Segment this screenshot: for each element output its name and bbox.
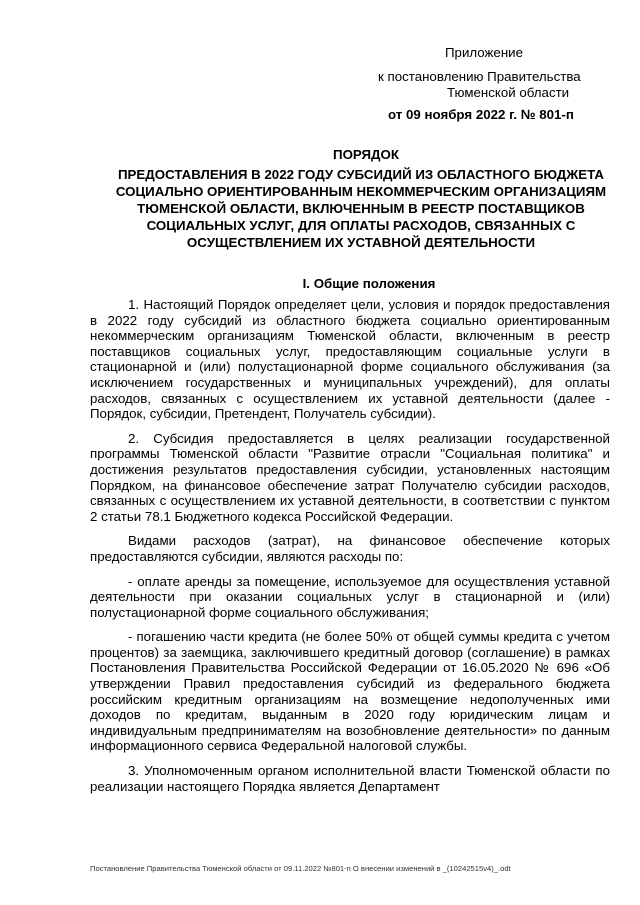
- paragraph-rent: - оплате аренды за помещение, используемое для осуществления уставной деятельности при оказании социальных услуг в стационарной и (или) полустационарной форме социального обслуживания;: [90, 573, 610, 620]
- paragraph-loan: - погашению части кредита (не более 50% от общей суммы кредита с учетом процентов) за заемщика, заключившего кредитный договор (соглашение) в рамках Постановления Правительства Российской Федерации от 16.05.2020 № 696 «Об утверждении Правил предоставления субсидий из федерального бюджета российским кредитным организациям на возмещение недополученных ими доходов по кредитам, выданным в 2020 году юридическим лицам и индивидуальным предпринимателям на возобновление деятельности» по данным информационного сервиса Федеральной налоговой службы.: [90, 629, 610, 754]
- paragraph-1: 1. Настоящий Порядок определяет цели, условия и порядок предоставления в 2022 году субсидий из областного бюджета социально ориентированным некоммерческим организациям Тюменской области, включенным в реестр поставщиков социальных услуг, предоставляющим социальные услуги в стационарной и (или) полустационарной форме социального обслуживания (за исключением государственных и муниципальных учреждений), для оплаты расходов, связанных с осуществлением их уставной деятельности (далее - Порядок, субсидии, Претендент, Получатель субсидии).: [90, 297, 610, 422]
- appendix-label: Приложение: [445, 45, 523, 60]
- document-subtitle: ПРЕДОСТАВЛЕНИЯ В 2022 ГОДУ СУБСИДИЙ ИЗ ОБЛАСТНОГО БЮДЖЕТА СОЦИАЛЬНО ОРИЕНТИРОВАННЫМ НЕКОММЕРЧЕСКИМ ОРГАНИЗАЦИЯМ ТЮМЕНСКОЙ ОБЛАСТИ, ВКЛЮЧЕННЫМ В РЕЕСТР ПОСТАВЩИКОВ СОЦИАЛЬНЫХ УСЛУГ, ДЛЯ ОПЛАТЫ РАСХОДОВ, СВЯЗАННЫХ С ОСУЩЕСТВЛЕНИЕМ ИХ УСТАВНОЙ ДЕЯТЕЛЬНОСТИ: [115, 167, 607, 250]
- appendix-resolution-line: к постановлению Правительства: [378, 69, 581, 84]
- appendix-date-number: от 09 ноября 2022 г. № 801-п: [388, 107, 574, 122]
- paragraph-expense-types: Видами расходов (затрат), на финансовое обеспечение которых предоставляются субсидии, являются расходы по:: [90, 533, 610, 564]
- document-title: ПОРЯДОК: [333, 147, 399, 162]
- appendix-region-line: Тюменской области: [447, 85, 570, 100]
- paragraph-2: 2. Субсидия предоставляется в целях реализации государственной программы Тюменской области "Развитие отрасли "Социальная политика" и достижения результатов предоставления субсидии, установленных настоящим Порядком, на финансовое обеспечение затрат Получателю субсидии расходов, связанных с осуществлением их уставной деятельности, в соответствии с пунктом 2 статьи 78.1 Бюджетного кодекса Российской Федерации.: [90, 430, 610, 524]
- section-heading: I. Общие положения: [302, 276, 436, 291]
- paragraph-3: 3. Уполномоченным органом исполнительной власти Тюменской области по реализации настоящего Порядка является Департамент: [90, 763, 610, 794]
- page-footer: Постановление Правительства Тюменской области от 09.11.2022 №801-п О внесении изменений в _(10242515v4)_.odt: [90, 864, 511, 873]
- document-body: [90, 297, 610, 803]
